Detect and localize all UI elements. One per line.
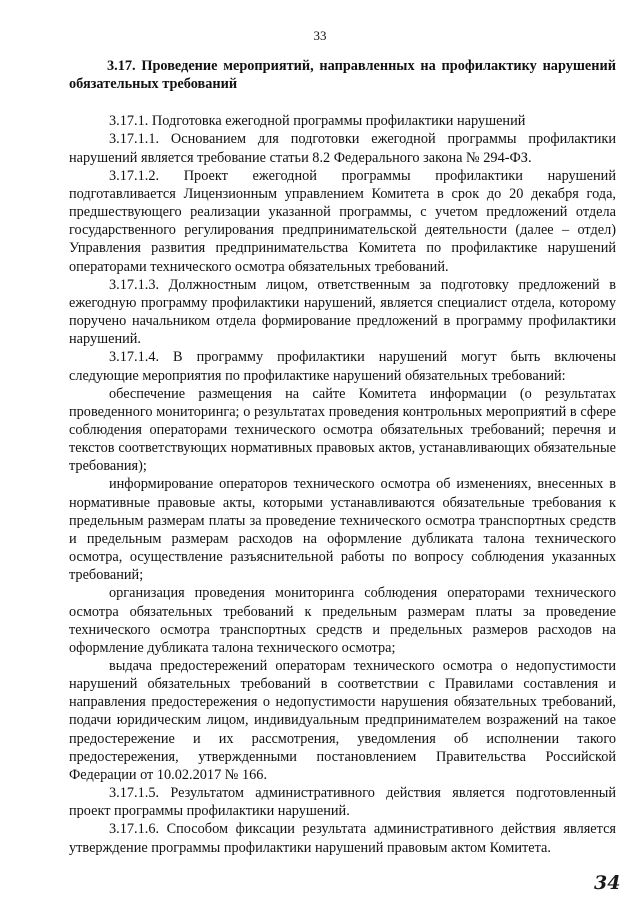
list-item: выдача предостережений операторам технического осмотра о недопустимости нарушений обязательных требований в соответствии с Правилами составления и направления предостережения о недопустимости нарушения обязательных требований, подачи юридическим лицом, индивидуальным предпринимателем возражений на такое предостережение и их рассмотрения, уведомления об исполнении такого предостережения, утвержденными постановлением Правительства Российской Федерации от 10.02.2017 № 166. [69,658,616,783]
paragraph: 3.17.1.6. Способом фиксации результата административного действия является утверждение программы профилактики нарушений правовым актом Комитета. [69,821,616,856]
page-number: 33 [313,28,327,43]
list-item: информирование операторов технического осмотра об изменениях, внесенных в нормативные правовые акты, которыми устанавливаются обязательные требования к предельным размерам платы за проведение технического осмотра транспортных средств и предельным размерам расходов на оформление дубликата талона технического осмотра, осуществление разъяснительной работы по вопросу соблюдения указанных требований; [69,476,616,584]
paragraph: 3.17.1.2. Проект ежегодной программы профилактики нарушений подготавливается Лицензионным управлением Комитета в срок до 20 декабря года, предшествующего реализации указанной программы, с учетом предложений отдела государственного регулирования предпринимательской деятельности (далее – отдел) Управления развития предпринимательства Комитета по профилактике нарушений операторами технического осмотра обязательных требований. [69,167,616,275]
paragraph: 3.17.1.1. Основанием для подготовки ежегодной программы профилактики нарушений является требование статьи 8.2 Федерального закона № 294-ФЗ. [69,131,616,166]
section-heading: 3.17. Проведение мероприятий, направленных на профилактику нарушений обязательных требований [69,58,616,93]
handwritten-page-number: 34 [594,872,621,894]
list-item: обеспечение размещения на сайте Комитета информации (о результатах проведенного мониторинга; о результатах проведения контрольных мероприятий в сфере соблюдения операторами технического осмотра обязательных требований; перечня и текстов соответствующих нормативных правовых актов, устанавливающих обязательные требования); [69,385,616,475]
paragraph: 3.17.1.3. Должностным лицом, ответственным за подготовку предложений в ежегодную программу профилактики нарушений, является специалист отдела, которому поручено начальником отдела формирование предложений в программу профилактики нарушений. [69,276,616,348]
list-item: организация проведения мониторинга соблюдения операторами технического осмотра обязательных требований к предельным размерам платы за проведение технического осмотра транспортных средств и предельных размеров расходов на оформление дубликата талона технического осмотра; [69,585,616,656]
document-body [69,57,616,857]
paragraph: 3.17.1.4. В программу профилактики нарушений могут быть включены следующие мероприятия по профилактике нарушений обязательных требований: [69,349,616,384]
paragraph: 3.17.1.5. Результатом административного действия является подготовленный проект программы профилактики нарушений. [69,785,616,820]
paragraph: 3.17.1. Подготовка ежегодной программы профилактики нарушений [109,113,526,130]
